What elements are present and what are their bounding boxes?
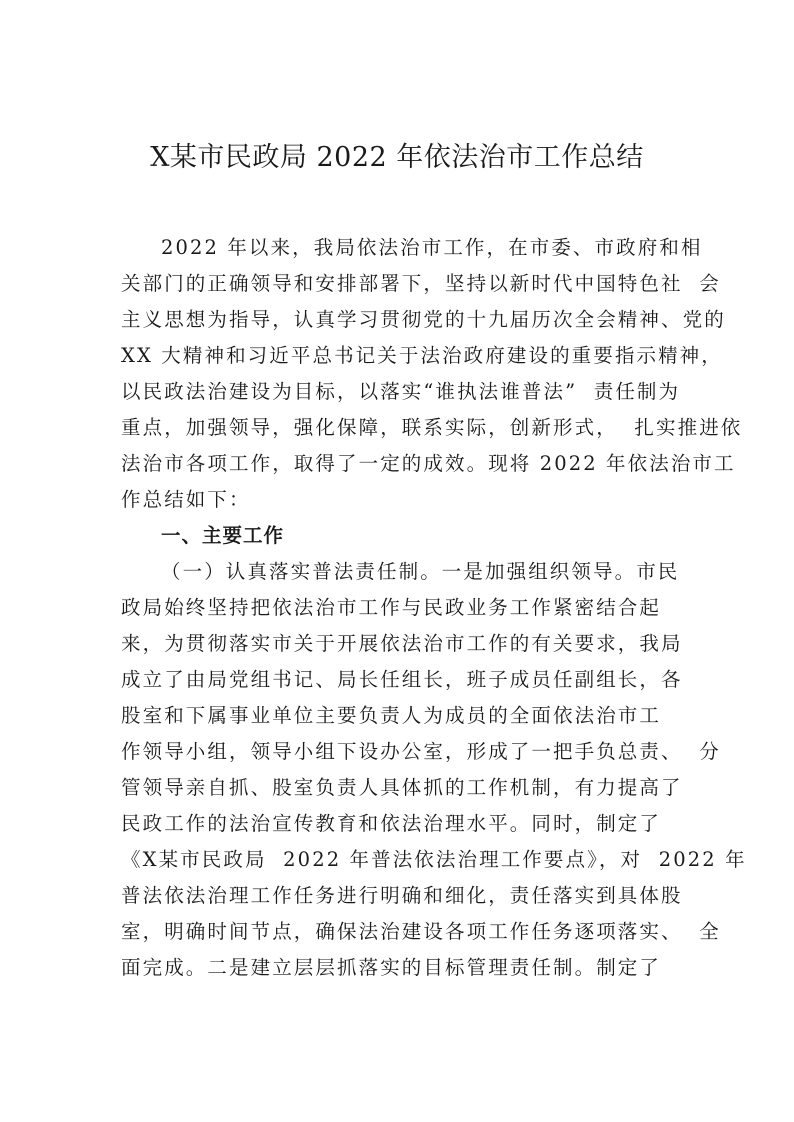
body-line: 以民政法治建设为目标，以落实“谁执法谁普法” 责任制为: [121, 380, 681, 403]
body-line: 2022 年以来，我局依法治市工作，在市委、市政府和相: [161, 236, 703, 259]
body-line: 民政工作的法治宣传教育和依法治理水平。同时，制定了: [121, 812, 662, 835]
body-line: 成立了由局党组书记、局长任组长，班子成员任副组长，各: [121, 668, 683, 691]
body-line: 股室和下属事业单位主要负责人为成员的全面依法治市工: [121, 704, 662, 727]
document-title: X某市民政局 2022 年依法治市工作总结: [150, 142, 644, 173]
body-line: 重点，加强领导，强化保障，联系实际，创新形式， 扎实推进依: [121, 416, 743, 439]
body-line: 作领导小组，领导小组下设办公室，形成了一把手负总责、 分: [121, 740, 721, 763]
body-line: XX 大精神和习近平总书记关于法治政府建设的重要指示精神，: [121, 344, 723, 367]
body-line: 来，为贯彻落实市关于开展依法治市工作的有关要求，我局: [121, 632, 683, 655]
body-line: 政局始终坚持把依法治市工作与民政业务工作紧密结合起: [121, 596, 662, 619]
body-line: 《X某市民政局 2022 年普法依法治理工作要点》，对 2022 年: [121, 848, 747, 871]
body-line: 主义思想为指导，认真学习贯彻党的十九届历次全会精神、党的: [121, 308, 726, 331]
body-line: 普法依法治理工作任务进行明确和细化，责任落实到具体股: [121, 884, 683, 907]
body-line: 关部门的正确领导和安排部署下，坚持以新时代中国特色社 会: [121, 272, 721, 295]
body-line: 管领导亲自抓、股室负责人具体抓的工作机制，有力提高了: [121, 776, 683, 799]
body-line: （一）认真落实普法责任制。一是加强组织领导。市民: [161, 560, 680, 583]
body-line: 室，明确时间节点，确保法治建设各项工作任务逐项落实、 全: [121, 920, 721, 943]
body-line: 面完成。二是建立层层抓落实的目标管理责任制。制定了: [121, 956, 662, 979]
body-line: 作总结如下：: [121, 488, 251, 511]
body-line: 法治市各项工作，取得了一定的成效。现将 2022 年依法治市工: [121, 452, 736, 475]
section-heading: 一、主要工作: [161, 524, 285, 547]
